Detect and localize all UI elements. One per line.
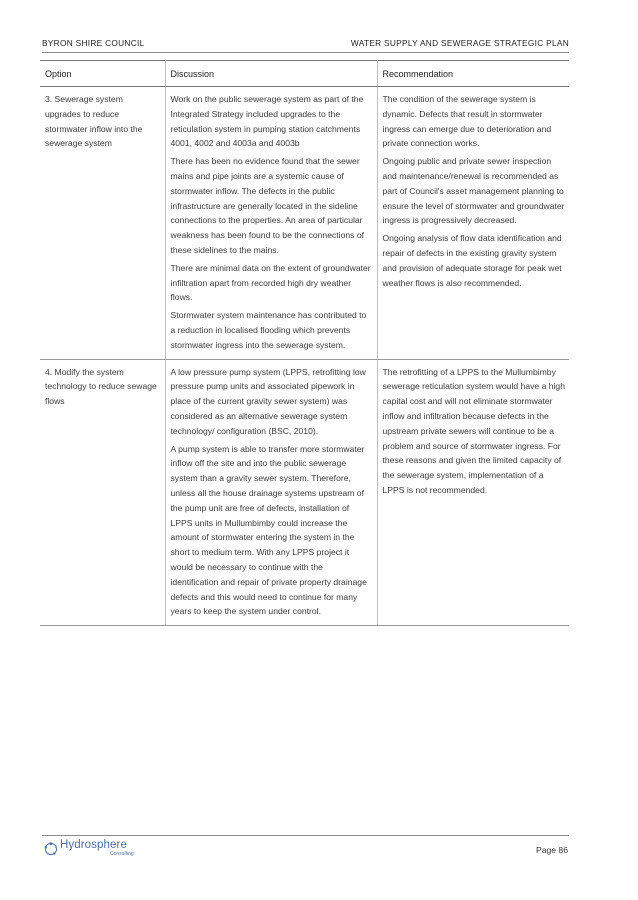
discussion-paragraph: There has been no evidence found that the sewer mains and pipe joints are a systemic cause of stormwater inflow. The defects in the public infrastructure are generally located in the sideline connections to the properties. An area of particular weakness has been found to be the connections of these sidelines to the mains. [170, 156, 364, 255]
header-divider [42, 52, 569, 53]
discussion-cell [165, 359, 377, 626]
page-number: Page 86 [535, 845, 568, 855]
globe-logo-icon [44, 842, 58, 856]
recommendation-paragraph: Ongoing public and private sewer inspection and maintenance/renewal is recommended as part of Council's asset management planning to ensure the level of stormwater and groundwater ingress is progressively decreased. [382, 156, 565, 226]
recommendation-paragraph: The retrofitting of a LPPS to the Mullumbimby sewerage reticulation system would have a high capital cost and will not eliminate stormwater inflow and infiltration because defects in the upstream private sewers will continue to be a problem and source of stormwater ingress. For these reasons and given the limited capacity of the sewerage system, implementation of a LPPS is not recommended. [382, 366, 565, 495]
option-text: 3. Sewerage system upgrades to reduce stormwater inflow into the sewerage system [45, 94, 143, 149]
header-organization: BYRON SHIRE COUNCIL [42, 38, 145, 48]
discussion-paragraph: Stormwater system maintenance has contributed to a reduction in localised flooding which prevents stormwater ingress into the sewerage system. [170, 310, 367, 350]
hydrosphere-logo [44, 840, 134, 860]
discussion-paragraph: A low pressure pump system (LPPS, retrofitting low pressure pump units and associated pipework in place of the current gravity sewer system) was considered as an alternative sewerage system technology/ configuration (BSC, 2010). [170, 366, 366, 436]
column-header-recommendation: Recommendation [377, 61, 569, 87]
header-document-title: WATER SUPPLY AND SEWERAGE STRATEGIC PLAN [350, 38, 569, 48]
discussion-cell [165, 87, 377, 360]
column-header-discussion: Discussion [165, 61, 377, 87]
table-header-row [40, 61, 569, 87]
logo-subtitle: Consulting [110, 850, 134, 857]
option-cell [40, 359, 165, 626]
option-cell [40, 87, 165, 360]
discussion-paragraph: There are minimal data on the extent of groundwater infiltration apart from recorded high dry weather flows. [170, 262, 371, 303]
recommendation-paragraph: The condition of the sewerage system is dynamic. Defects that result in stormwater ingress can emerge due to deterioration and private connection works. [382, 94, 552, 149]
footer-divider [42, 835, 569, 836]
table-row [40, 87, 569, 360]
column-header-option: Option [40, 61, 165, 87]
page-header [42, 38, 569, 48]
table-row [40, 359, 569, 626]
option-text: 4. Modify the system technology to reduce sewage flows [45, 366, 157, 407]
discussion-paragraph: Work on the public sewerage system as part of the Integrated Strategy included upgrades to the reticulation system in pumping station catchments 4001, 4002 and 4003a and 4003b [170, 94, 364, 149]
recommendation-paragraph: Ongoing analysis of flow data identification and repair of defects in the existing gravity system and provision of adequate storage for peak wet weather flows is also recommended. [382, 233, 562, 288]
logo-name: Hydrosphere [60, 839, 127, 851]
options-table [40, 60, 569, 626]
recommendation-cell [377, 87, 569, 360]
recommendation-cell [377, 359, 569, 626]
discussion-paragraph: A pump system is able to transfer more stormwater inflow off the site and into the public sewerage system than a gravity sewer system. Therefore, unless all the house drainage systems upstream of the pump unit are free of defects, installation of LPPS units in Mullumbimby could increase the amount of stormwater entering the system in the short to medium term. With any LPPS project it would be necessary to continue with the identification and repair of private property drainage defects and this would need to continue for many years to keep the system under control. [170, 443, 367, 617]
